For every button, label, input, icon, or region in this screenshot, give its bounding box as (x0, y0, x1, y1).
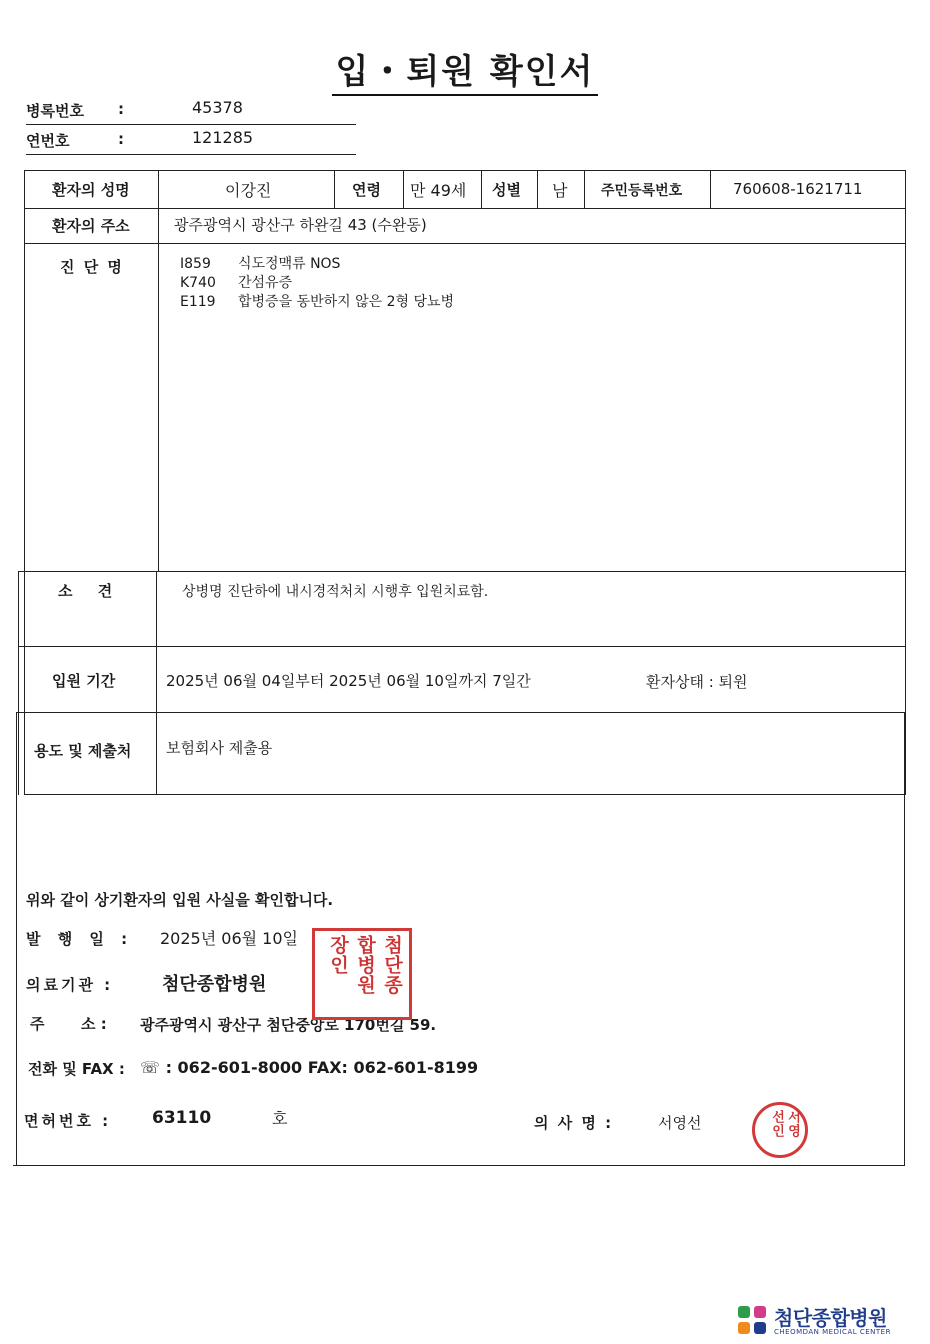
col-divider (537, 170, 538, 208)
doctor-name: 서영선 (658, 1114, 702, 1132)
institution-name: 첨단종합병원 (162, 974, 267, 995)
row-divider (24, 208, 906, 209)
hospital-logo (736, 1302, 906, 1342)
patient-status: 환자상태 : 퇴원 (646, 673, 748, 691)
col-divider (334, 170, 335, 208)
age-label: 연령 (352, 181, 381, 199)
institution-label: 의료기관 : (26, 976, 114, 994)
diagnosis-code: K740 (180, 275, 216, 291)
row-divider (16, 712, 906, 713)
diagnosis-name: 간섬유증 (238, 275, 293, 291)
patient-name-label: 환자의 성명 (52, 181, 130, 199)
ward-number-label: 병록번호 (26, 102, 84, 120)
left-border (16, 712, 17, 1165)
opinion-label: 소 견 (58, 582, 113, 600)
sex-label: 성별 (492, 181, 521, 199)
hospital-logo-icon (736, 1304, 768, 1336)
logo-name: 첨단종합병원 (774, 1306, 887, 1330)
right-border (904, 712, 905, 1165)
colon: : (118, 130, 124, 148)
row-divider (24, 243, 906, 244)
diagnosis-code: E119 (180, 294, 216, 310)
admission-period-label: 입원 기간 (52, 672, 116, 690)
serial-number-value: 121285 (192, 128, 254, 147)
diagnosis-item (180, 255, 454, 274)
issue-date-label: 발 행 일 : (26, 930, 134, 948)
colon: : (118, 100, 124, 118)
title-text: 입・퇴원 확인서 (332, 52, 599, 96)
col-divider (710, 170, 711, 208)
rrn-label: 주민등록번호 (601, 183, 683, 199)
col-divider (156, 571, 157, 795)
diagnosis-code: I859 (180, 256, 211, 272)
col-divider (481, 170, 482, 208)
address-label: 환자의 주소 (52, 217, 130, 235)
address-label: 주 소 : (30, 1015, 107, 1033)
diagnosis-name: 합병증을 동반하지 않은 2형 당뇨병 (238, 294, 455, 310)
purpose-label: 용도 및 제출처 (34, 742, 132, 760)
license-suffix: 호 (272, 1109, 288, 1128)
logo-subtitle: CHEOMDAN MEDICAL CENTER (774, 1328, 891, 1336)
col-divider (584, 170, 585, 208)
confirmation-text: 위와 같이 상기환자의 입원 사실을 확인합니다. (26, 891, 334, 909)
patient-name-value: 이강진 (225, 181, 272, 200)
serial-number-row (26, 128, 356, 155)
diagnosis-item (180, 293, 454, 312)
doctor-seal-text: 서영선인 (769, 1110, 800, 1138)
license-label: 면허번호 : (24, 1112, 112, 1130)
diagnosis-name: 식도정맥류 NOS (238, 256, 341, 272)
institution-address: 광주광역시 광산구 첨단중앙로 170번길 59. (140, 1016, 437, 1034)
license-number: 63110 (152, 1108, 212, 1128)
issue-date-value: 2025년 06월 10일 (160, 929, 298, 948)
contact-label: 전화 및 FAX : (28, 1060, 125, 1078)
admission-period-value: 2025년 06월 04일부터 2025년 06월 10일까지 7일간 (166, 672, 531, 690)
left-border (18, 571, 19, 795)
purpose-value: 보험회사 제출용 (166, 739, 273, 757)
bottom-border (13, 1165, 905, 1166)
age-value: 만 49세 (410, 181, 467, 200)
ward-number-value: 45378 (192, 98, 243, 117)
serial-number-label: 연번호 (26, 132, 70, 150)
document-title (0, 44, 930, 93)
doctor-label: 의 사 명 : (534, 1114, 614, 1132)
ward-number-row (26, 98, 356, 125)
rrn-value: 760608-1621711 (733, 180, 863, 198)
row-divider (18, 571, 906, 572)
col-divider (158, 170, 159, 571)
sex-value: 남 (552, 181, 568, 200)
contact-value: ☏ : 062-601-8000 FAX: 062-601-8199 (140, 1058, 479, 1077)
address-value: 광주광역시 광산구 하완길 43 (수완동) (174, 216, 427, 234)
diagnosis-label: 진 단 명 (60, 258, 124, 276)
hospital-seal (312, 928, 412, 1020)
diagnosis-list (180, 255, 454, 312)
doctor-seal (752, 1102, 808, 1158)
row-divider (18, 646, 906, 647)
hospital-seal-text: 첨단종합병원장인 (327, 935, 403, 995)
opinion-text: 상병명 진단하에 내시경적처치 시행후 입원치료함. (182, 584, 489, 600)
diagnosis-item (180, 274, 454, 293)
col-divider (403, 170, 404, 208)
